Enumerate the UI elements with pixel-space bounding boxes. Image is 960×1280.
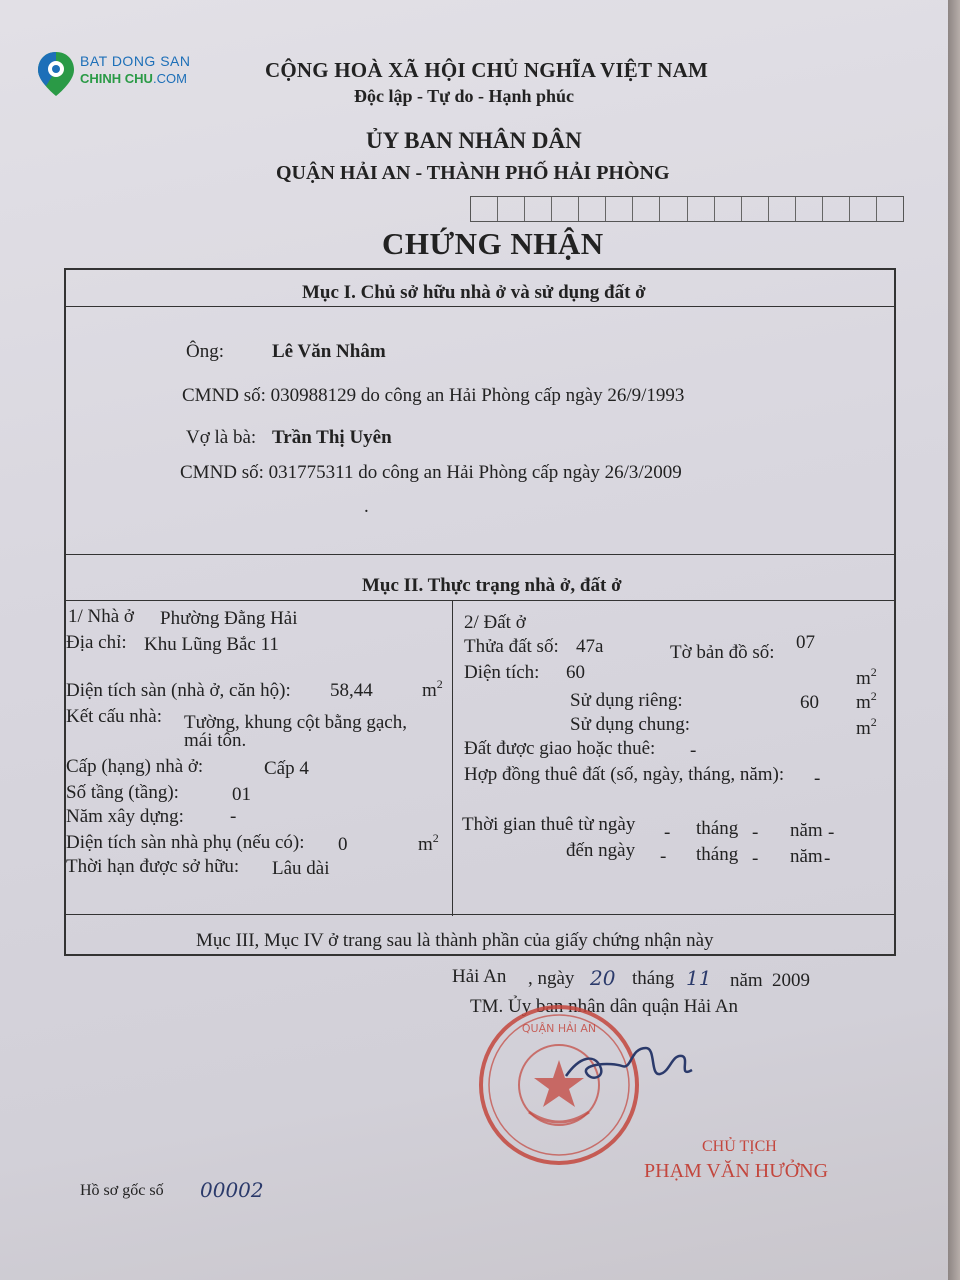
year-value: - (230, 806, 237, 827)
floors-value: 01 (232, 784, 251, 805)
map-pin-icon (36, 50, 76, 98)
divider (64, 306, 894, 307)
private-use-value: 60 (800, 692, 819, 713)
map-value: 07 (796, 632, 815, 653)
area-value: 60 (566, 662, 585, 683)
page-edge (948, 0, 960, 1280)
lease-from-year-label: năm (790, 820, 823, 841)
logo-line1: BAT DONG SAN (80, 53, 191, 69)
private-use-unit: $m^2$ (856, 689, 877, 713)
signing-year: 2009 (772, 970, 810, 991)
file-number-label: Hồ sơ gốc số (80, 1182, 164, 1199)
lease-to-month-label: tháng (696, 844, 739, 865)
nation-heading: CỘNG HOÀ XÃ HỘI CHỦ NGHĨA VIỆT NAM (265, 58, 708, 82)
footer-note: Mục III, Mục IV ở trang sau là thành phần của giấy chứng nhận này (196, 930, 714, 951)
signing-month: 11 (686, 966, 712, 990)
signing-month-label: tháng (632, 968, 675, 989)
address-label: Địa chỉ: (66, 632, 127, 653)
dot-mark: . (364, 496, 369, 517)
signing-day-label: , ngày (528, 968, 575, 989)
file-number: 00002 (200, 1178, 264, 1202)
lease-from-day: - (664, 822, 671, 843)
plot-value: 47a (576, 636, 604, 657)
signature (560, 1036, 700, 1096)
lease-to-year: - (824, 848, 831, 869)
aux-area-label: Diện tích sàn nhà phụ (nếu có): (66, 832, 305, 853)
motto: Độc lập - Tự do - Hạnh phúc (354, 86, 575, 106)
aux-area-unit: $m^2$ (418, 831, 439, 855)
structure-label: Kết cấu nhà: (66, 706, 163, 727)
private-use-label: Sử dụng riêng: (570, 690, 683, 711)
owner-label: Ông: (186, 341, 224, 362)
floors-label: Số tầng (tầng): (66, 782, 179, 803)
lease-from-month-label: tháng (696, 818, 739, 839)
section2-title: Mục II. Thực trạng nhà ở, đất ở (362, 575, 622, 596)
structure-line2: mái tôn. (184, 730, 247, 751)
lease-from-month: - (752, 822, 759, 843)
structure-line1: Tường, khung cột bằng gạch, (184, 712, 407, 733)
divider (64, 600, 894, 601)
area-unit: $m^2$ (856, 665, 877, 689)
floor-area-value: 58,44 (330, 680, 373, 701)
district-heading: QUẬN HẢI AN - THÀNH PHỐ HẢI PHÒNG (276, 162, 670, 184)
house-ward: Phường Đằng Hải (160, 608, 298, 629)
house-label: 1/ Nhà ở (68, 606, 134, 627)
lease-to-month: - (752, 848, 759, 869)
stamp-text: QUẬN HẢI AN (521, 1022, 597, 1035)
area-label: Diện tích: (464, 662, 540, 683)
lease-from-year: - (828, 822, 835, 843)
shared-use-label: Sử dụng chung: (570, 714, 691, 735)
spouse-label: Vợ là bà: (186, 427, 257, 448)
allocated-value: - (690, 740, 697, 761)
section1-title: Mục I. Chủ sở hữu nhà ở và sử dụng đất ở (302, 282, 646, 303)
map-label: Tờ bản đồ số: (670, 642, 775, 663)
lease-from-label: Thời gian thuê từ ngày (462, 814, 636, 835)
grade-label: Cấp (hạng) nhà ở: (66, 756, 204, 777)
floor-area-unit: $m^2$ (422, 677, 443, 701)
grade-value: Cấp 4 (264, 758, 309, 779)
owner-name: Lê Văn Nhâm (272, 341, 386, 362)
plot-label: Thửa đất số: (464, 636, 559, 657)
shared-use-unit: $m^2$ (856, 715, 877, 739)
divider (452, 600, 453, 916)
spouse-name: Trần Thị Uyên (272, 427, 392, 448)
chairman-name: PHẠM VĂN HƯỞNG (644, 1160, 829, 1182)
owner-id: CMND số: 030988129 do công an Hải Phòng cấp ngày 26/9/1993 (182, 385, 685, 406)
floor-area-label: Diện tích sàn (nhà ở, căn hộ): (66, 680, 291, 701)
chairman-title: CHỦ TỊCH (702, 1138, 777, 1155)
signing-place: Hải An (452, 966, 507, 987)
watermark-logo (36, 50, 226, 100)
allocated-label: Đất được giao hoặc thuê: (464, 738, 656, 759)
lease-to-day: - (660, 846, 667, 867)
term-value: Lâu dài (272, 858, 330, 879)
aux-area-value: 0 (338, 834, 348, 855)
term-label: Thời hạn được sở hữu: (66, 856, 240, 877)
serial-number-boxes (470, 196, 904, 222)
document-title: CHỨNG NHẬN (382, 226, 604, 261)
spouse-id: CMND số: 031775311 do công an Hải Phòng cấp ngày 26/3/2009 (180, 462, 682, 483)
lease-contract-label: Hợp đồng thuê đất (số, ngày, tháng, năm): (464, 764, 785, 785)
land-label: 2/ Đất ở (464, 612, 526, 633)
lease-contract-value: - (814, 768, 821, 789)
on-behalf-label: TM. Ủy ban nhân dân quận Hải An (470, 996, 739, 1017)
divider (64, 914, 894, 915)
year-label: Năm xây dựng: (66, 806, 184, 827)
address-value: Khu Lũng Bắc 11 (144, 634, 279, 655)
logo-line2: CHINH CHU.COM (80, 71, 187, 86)
signing-day: 20 (590, 966, 616, 990)
lease-to-label: đến ngày (566, 840, 636, 861)
authority-heading: ỦY BAN NHÂN DÂN (366, 128, 582, 153)
divider (64, 554, 894, 555)
signing-year-label: năm (730, 970, 763, 991)
lease-to-year-label: năm (790, 846, 823, 867)
